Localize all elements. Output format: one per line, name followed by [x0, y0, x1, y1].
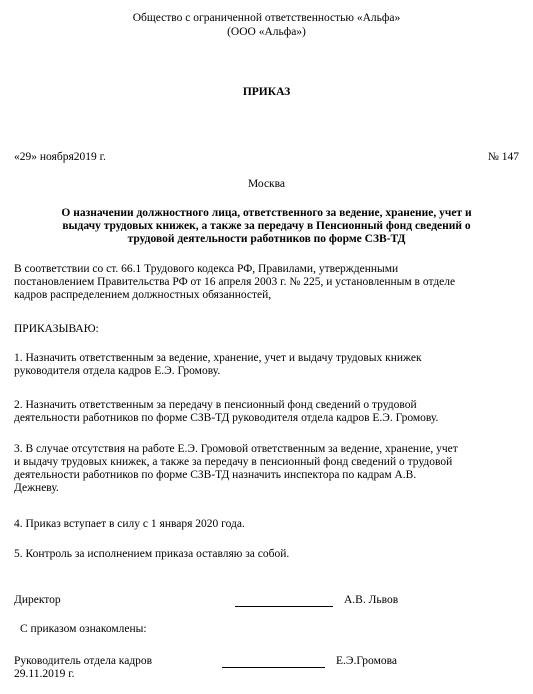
item-line: деятельности работников по форме СЗВ-ТД назначить инспектора по кадрам А.В.: [14, 469, 417, 481]
order-date: «29» ноября2019 г.: [14, 151, 106, 163]
item-line: 2. Назначить ответственным за передачу в пенсионный фонд сведений о трудовой: [14, 399, 417, 411]
organization-name: Общество с ограниченной ответственностью «Альфа»: [132, 12, 401, 24]
item-line: 5. Контроль за исполнением приказа оставляю за собой.: [14, 548, 290, 560]
title-line: трудовой деятельности работников по форме СЗВ-ТД: [127, 233, 406, 245]
item-line: руководителя отдела кадров Е.Э. Громову.: [14, 365, 221, 377]
document-type: ПРИКАЗ: [242, 86, 291, 98]
item-line: и выдачу трудовых книжек, а также за передачу в пенсионный фонд сведений о трудовой: [14, 456, 453, 468]
order-item-1: [14, 352, 519, 378]
order-title: [0, 207, 533, 246]
item-line: Дежневу.: [14, 482, 59, 494]
acquaintance-date: 29.11.2019 г.: [14, 668, 75, 680]
hr-head-signature-line: [222, 667, 325, 668]
item-line: 4. Приказ вступает в силу с 1 января 2020 года.: [14, 518, 245, 530]
title-line: О назначении должностного лица, ответственного за ведение, хранение, учет и: [61, 207, 472, 219]
director-signature-line: [235, 606, 333, 607]
order-item-4: [14, 518, 519, 531]
order-item-5: [14, 548, 519, 561]
hr-head-position: Руководитель отдела кадров: [14, 655, 153, 667]
director-position: Директор: [14, 594, 61, 606]
hr-head-name: Е.Э.Громова: [336, 655, 397, 667]
order-number: № 147: [487, 151, 519, 163]
director-name: А.В. Львов: [344, 594, 399, 606]
preamble: [14, 263, 519, 302]
city: Москва: [247, 178, 286, 190]
item-line: деятельности работников по форме СЗВ-ТД руководителя отдела кадров Е.Э. Громову.: [14, 412, 439, 424]
organization-short-name: (ООО «Альфа»): [227, 26, 306, 38]
preamble-line: В соответствии со ст. 66.1 Трудового кодекса РФ, Правилами, утвержденными: [14, 263, 399, 275]
preamble-line: кадров распределением должностных обязанностей,: [14, 289, 272, 301]
preamble-line: постановлением Правительства РФ от 16 апреля 2003 г. № 225, и установленным в отделе: [14, 276, 456, 288]
order-word: ПРИКАЗЫВАЮ:: [14, 323, 99, 335]
order-item-3: [14, 443, 519, 495]
item-line: 3. В случае отсутствия на работе Е.Э. Громовой ответственным за ведение, хранение, учет: [14, 443, 458, 455]
item-line: 1. Назначить ответственным за ведение, хранение, учет и выдачу трудовых книжек: [14, 352, 422, 364]
acquainted-label: С приказом ознакомлены:: [20, 623, 147, 635]
order-item-2: [14, 399, 519, 425]
title-line: выдачу трудовых книжек, а также за передачу в Пенсионный фонд сведений о: [62, 220, 471, 232]
